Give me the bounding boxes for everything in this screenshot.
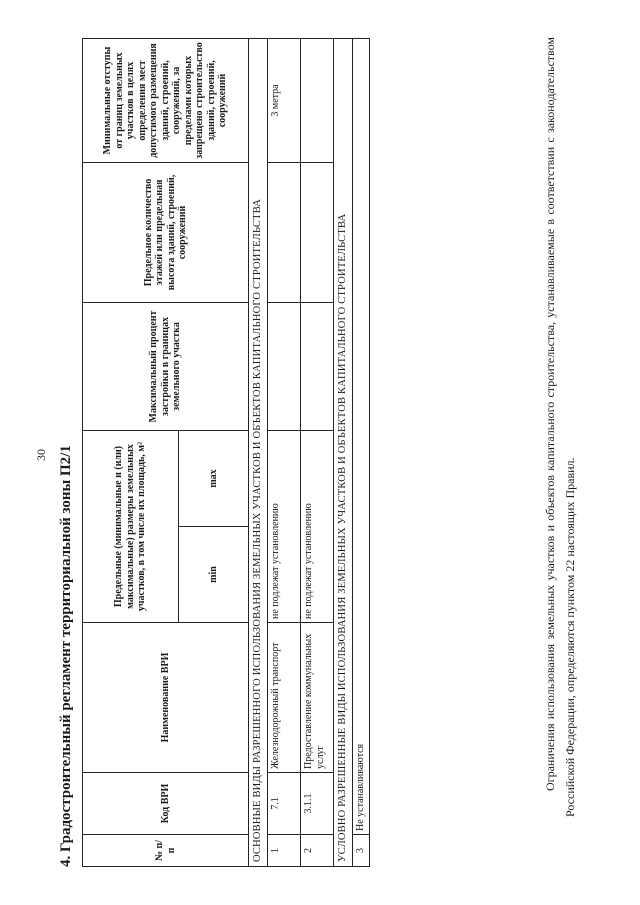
section-row-main — [249, 38, 268, 866]
row-code: 7.1 — [268, 773, 301, 835]
row-size: не подлежат установлению — [301, 430, 334, 622]
regulation-table — [82, 38, 370, 867]
row-name: Железнодорожный транспорт — [268, 623, 301, 773]
section-heading: 4. Градостроительный регламент территориальной зоны П2/1 — [58, 445, 74, 867]
header-name: Наименование ВРИ — [83, 623, 249, 773]
row-setback — [301, 38, 334, 162]
row-text: Не устанавливаются — [353, 38, 370, 834]
section-title: УСЛОВНО РАЗРЕШЕННЫЕ ВИДЫ ИСПОЛЬЗОВАНИЯ ЗЕМЕЛЬНЫХ УЧАСТКОВ И ОБЪЕКТОВ КАПИТАЛЬНОГО СТРОИТЕЛЬСТВА — [334, 38, 353, 866]
header-max-floors: Предельное количество этажей или предельная высота зданий, строений, сооружений — [83, 162, 249, 302]
row-setback: 3 метра — [268, 38, 301, 162]
header-size-max: max — [179, 430, 249, 526]
header-max-percent: Максимальный процент застройки в границах земельного участка — [83, 302, 249, 430]
header-num: № п/п — [83, 835, 249, 867]
row-size: не подлежат установлению — [268, 430, 301, 622]
section-row-conditional — [334, 38, 353, 866]
header-min-setback: Минимальные отступы от границ земельных участков в целях определения мест допустимого размещения зданий, строений, сооружений, за пределами которых запрещено строительство зданий, строений, сооружений — [83, 38, 249, 162]
header-size: Предельные (минимальные и (или) максимальные) размеры земельных участков, в том числе их площадь, м² — [83, 430, 179, 622]
row-percent — [268, 302, 301, 430]
row-floors — [268, 162, 301, 302]
header-size-min: min — [179, 527, 249, 623]
row-num: 3 — [353, 835, 370, 867]
row-percent — [301, 302, 334, 430]
table-row — [301, 38, 334, 866]
row-code: 3.1.1 — [301, 773, 334, 835]
row-name: Предоставление коммунальных услуг — [301, 623, 334, 773]
row-floors — [301, 162, 334, 302]
page-number: 30 — [34, 449, 48, 461]
row-num: 1 — [268, 835, 301, 867]
table-row — [268, 38, 301, 866]
note-paragraph — [540, 37, 581, 817]
table-row — [353, 38, 370, 866]
header-code: Код ВРИ — [83, 773, 249, 835]
row-num: 2 — [301, 835, 334, 867]
section-title: ОСНОВНЫЕ ВИДЫ РАЗРЕШЕННОГО ИСПОЛЬЗОВАНИЯ ЗЕМЕЛЬНЫХ УЧАСТКОВ И ОБЪЕКТОВ КАПИТАЛЬНОГО СТРОИТЕЛЬСТВА — [249, 38, 268, 866]
note-text: Ограничения использования земельных участков и объектов капитального строительства, устанавливаемые в соответствии с законодательством Российской Федерации, определяются пунктом 22 настоящих Правил. — [543, 37, 578, 817]
